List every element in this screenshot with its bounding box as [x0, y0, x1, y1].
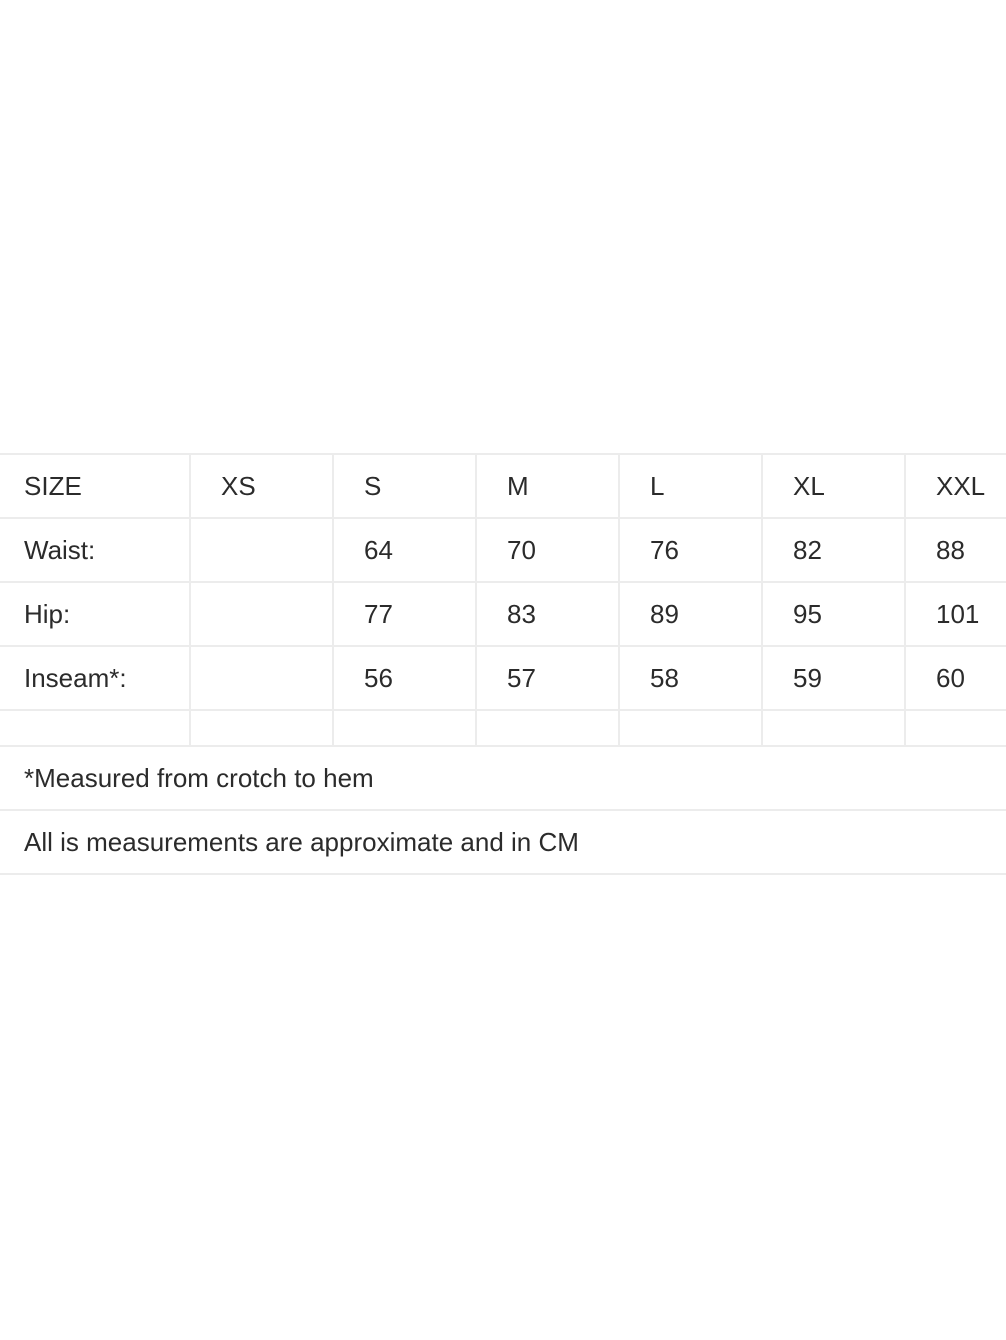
- row-label-waist: Waist:: [0, 518, 190, 582]
- empty-cell: [762, 710, 905, 746]
- cell-hip-m: 83: [476, 582, 619, 646]
- cell-waist-s: 64: [333, 518, 476, 582]
- cell-hip-s: 77: [333, 582, 476, 646]
- row-label-inseam: Inseam*:: [0, 646, 190, 710]
- table-row-inseam: [0, 646, 1006, 710]
- cell-inseam-m: 57: [476, 646, 619, 710]
- size-header-xs: XS: [190, 454, 333, 518]
- note-inseam: *Measured from crotch to hem: [0, 746, 1006, 810]
- cell-hip-l: 89: [619, 582, 762, 646]
- table-row-waist: [0, 518, 1006, 582]
- cell-waist-xxl: 88: [905, 518, 1006, 582]
- cell-inseam-xl: 59: [762, 646, 905, 710]
- cell-waist-l: 76: [619, 518, 762, 582]
- note-row-inseam: [0, 746, 1006, 810]
- size-header-l: L: [619, 454, 762, 518]
- cell-inseam-xs: [190, 646, 333, 710]
- empty-cell: [190, 710, 333, 746]
- empty-cell: [476, 710, 619, 746]
- empty-cell: [619, 710, 762, 746]
- size-chart: [0, 453, 1006, 875]
- cell-inseam-s: 56: [333, 646, 476, 710]
- empty-cell: [333, 710, 476, 746]
- size-table: [0, 453, 1006, 875]
- empty-cell: [905, 710, 1006, 746]
- header-row: [0, 454, 1006, 518]
- table-row-hip: [0, 582, 1006, 646]
- empty-cell: [0, 710, 190, 746]
- size-header-s: S: [333, 454, 476, 518]
- cell-inseam-l: 58: [619, 646, 762, 710]
- note-units: All is measurements are approximate and in CM: [0, 810, 1006, 874]
- size-header-xxl: XXL: [905, 454, 1006, 518]
- note-row-units: [0, 810, 1006, 874]
- cell-hip-xl: 95: [762, 582, 905, 646]
- cell-hip-xxl: 101: [905, 582, 1006, 646]
- row-label-hip: Hip:: [0, 582, 190, 646]
- cell-hip-xs: [190, 582, 333, 646]
- size-header-label: SIZE: [0, 454, 190, 518]
- cell-waist-m: 70: [476, 518, 619, 582]
- cell-waist-xs: [190, 518, 333, 582]
- table-row-empty: [0, 710, 1006, 746]
- size-header-xl: XL: [762, 454, 905, 518]
- size-header-m: M: [476, 454, 619, 518]
- cell-inseam-xxl: 60: [905, 646, 1006, 710]
- cell-waist-xl: 82: [762, 518, 905, 582]
